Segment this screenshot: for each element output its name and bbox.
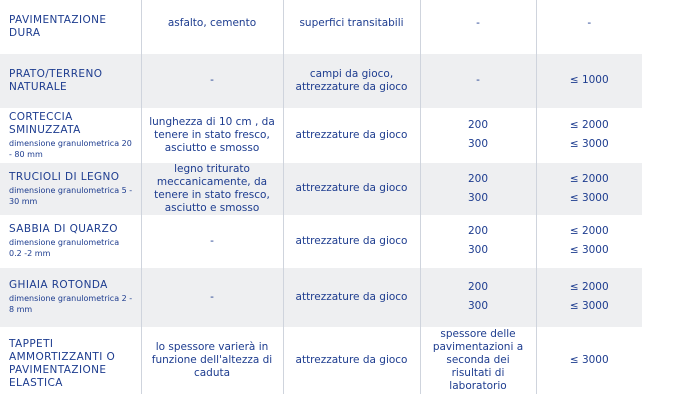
- material-description: -: [141, 267, 283, 327]
- height-value: 300: [467, 191, 489, 204]
- table-row: [0, 108, 642, 162]
- height-cell: -: [420, 0, 536, 53]
- material-name-cell: [0, 267, 141, 327]
- use-cell: campi da gioco, attrezzature da gioco: [283, 53, 420, 108]
- threshold-value: ≤ 2000: [569, 119, 609, 131]
- value-cell: ≤ 1000: [536, 53, 642, 108]
- use-cell: attrezzature da gioco: [283, 215, 420, 267]
- use-cell: attrezzature da gioco: [283, 327, 420, 393]
- threshold-value: ≤ 3000: [569, 300, 609, 312]
- table-row: [0, 327, 642, 393]
- height-cell: [420, 108, 536, 162]
- material-name-cell: [0, 0, 141, 53]
- threshold-value: ≤ 3000: [569, 244, 609, 256]
- height-value: 300: [467, 300, 489, 312]
- value-cell: ≤ 3000: [536, 327, 642, 393]
- height-cell: -: [420, 53, 536, 108]
- material-name: GHIAIA ROTONDA: [9, 279, 108, 291]
- threshold-value: ≤ 3000: [569, 191, 609, 204]
- threshold-value: ≤ 2000: [569, 225, 609, 237]
- height-cell: [420, 162, 536, 215]
- height-value: 200: [467, 119, 489, 131]
- material-name: TRUCIOLI DI LEGNO: [9, 170, 120, 183]
- material-description: -: [141, 215, 283, 267]
- material-name-cell: [0, 327, 141, 393]
- value-cell: -: [536, 0, 642, 53]
- value-cell: [536, 108, 642, 162]
- grain-size: dimensione granulometrica 2 - 8 mm: [9, 294, 133, 314]
- use-cell: superfici transitabili: [283, 0, 420, 53]
- grain-size: dimensione granulometrica 5 - 30 mm: [9, 185, 133, 206]
- material-name-cell: [0, 108, 141, 162]
- material-description: lunghezza di 10 cm , da tenere in stato fresco, asciutto e smosso: [141, 108, 283, 162]
- use-cell: attrezzature da gioco: [283, 267, 420, 327]
- threshold-value: ≤ 3000: [569, 138, 609, 150]
- height-cell: [420, 267, 536, 327]
- material-description: lo spessore varierà in funzione dell'altezza di caduta: [141, 327, 283, 393]
- table-row: [0, 162, 642, 215]
- table-row: [0, 53, 642, 108]
- material-description: asfalto, cemento: [141, 0, 283, 53]
- material-name: PAVIMENTAZIONE DURA: [9, 14, 107, 39]
- material-name-cell: [0, 162, 141, 215]
- material-description: legno triturato meccanicamente, da tenere in stato fresco, asciutto e smosso: [141, 162, 283, 215]
- threshold-value: ≤ 2000: [569, 281, 609, 293]
- use-cell: attrezzature da gioco: [283, 108, 420, 162]
- height-value: 200: [467, 225, 489, 237]
- material-name-cell: [0, 215, 141, 267]
- grain-size: dimensione granulometrica 0.2 -2 mm: [9, 238, 120, 258]
- use-cell: attrezzature da gioco: [283, 162, 420, 215]
- height-value: 200: [467, 281, 489, 293]
- value-cell: [536, 215, 642, 267]
- grain-size: dimensione granulometrica 20 - 80 mm: [9, 138, 132, 159]
- material-name-cell: [0, 53, 141, 108]
- height-value: 200: [467, 172, 489, 185]
- threshold-value: ≤ 2000: [569, 172, 609, 185]
- material-name: CORTECCIA SMINUZZATA: [9, 110, 81, 136]
- table-row: [0, 0, 642, 53]
- material-description: -: [141, 53, 283, 108]
- value-cell: [536, 162, 642, 215]
- height-cell: spessore delle pavimentazioni a seconda dei risultati di laboratorio: [420, 327, 536, 393]
- height-cell: [420, 215, 536, 267]
- table-row: [0, 215, 642, 267]
- material-name: SABBIA DI QUARZO: [9, 223, 118, 235]
- material-name: TAPPETI AMMORTIZZANTI O PAVIMENTAZIONE ELASTICA: [9, 337, 116, 389]
- material-name: PRATO/TERRENO NATURALE: [9, 67, 103, 93]
- value-cell: [536, 267, 642, 327]
- table-row: [0, 267, 642, 327]
- height-value: 300: [467, 244, 489, 256]
- height-value: 300: [467, 138, 489, 150]
